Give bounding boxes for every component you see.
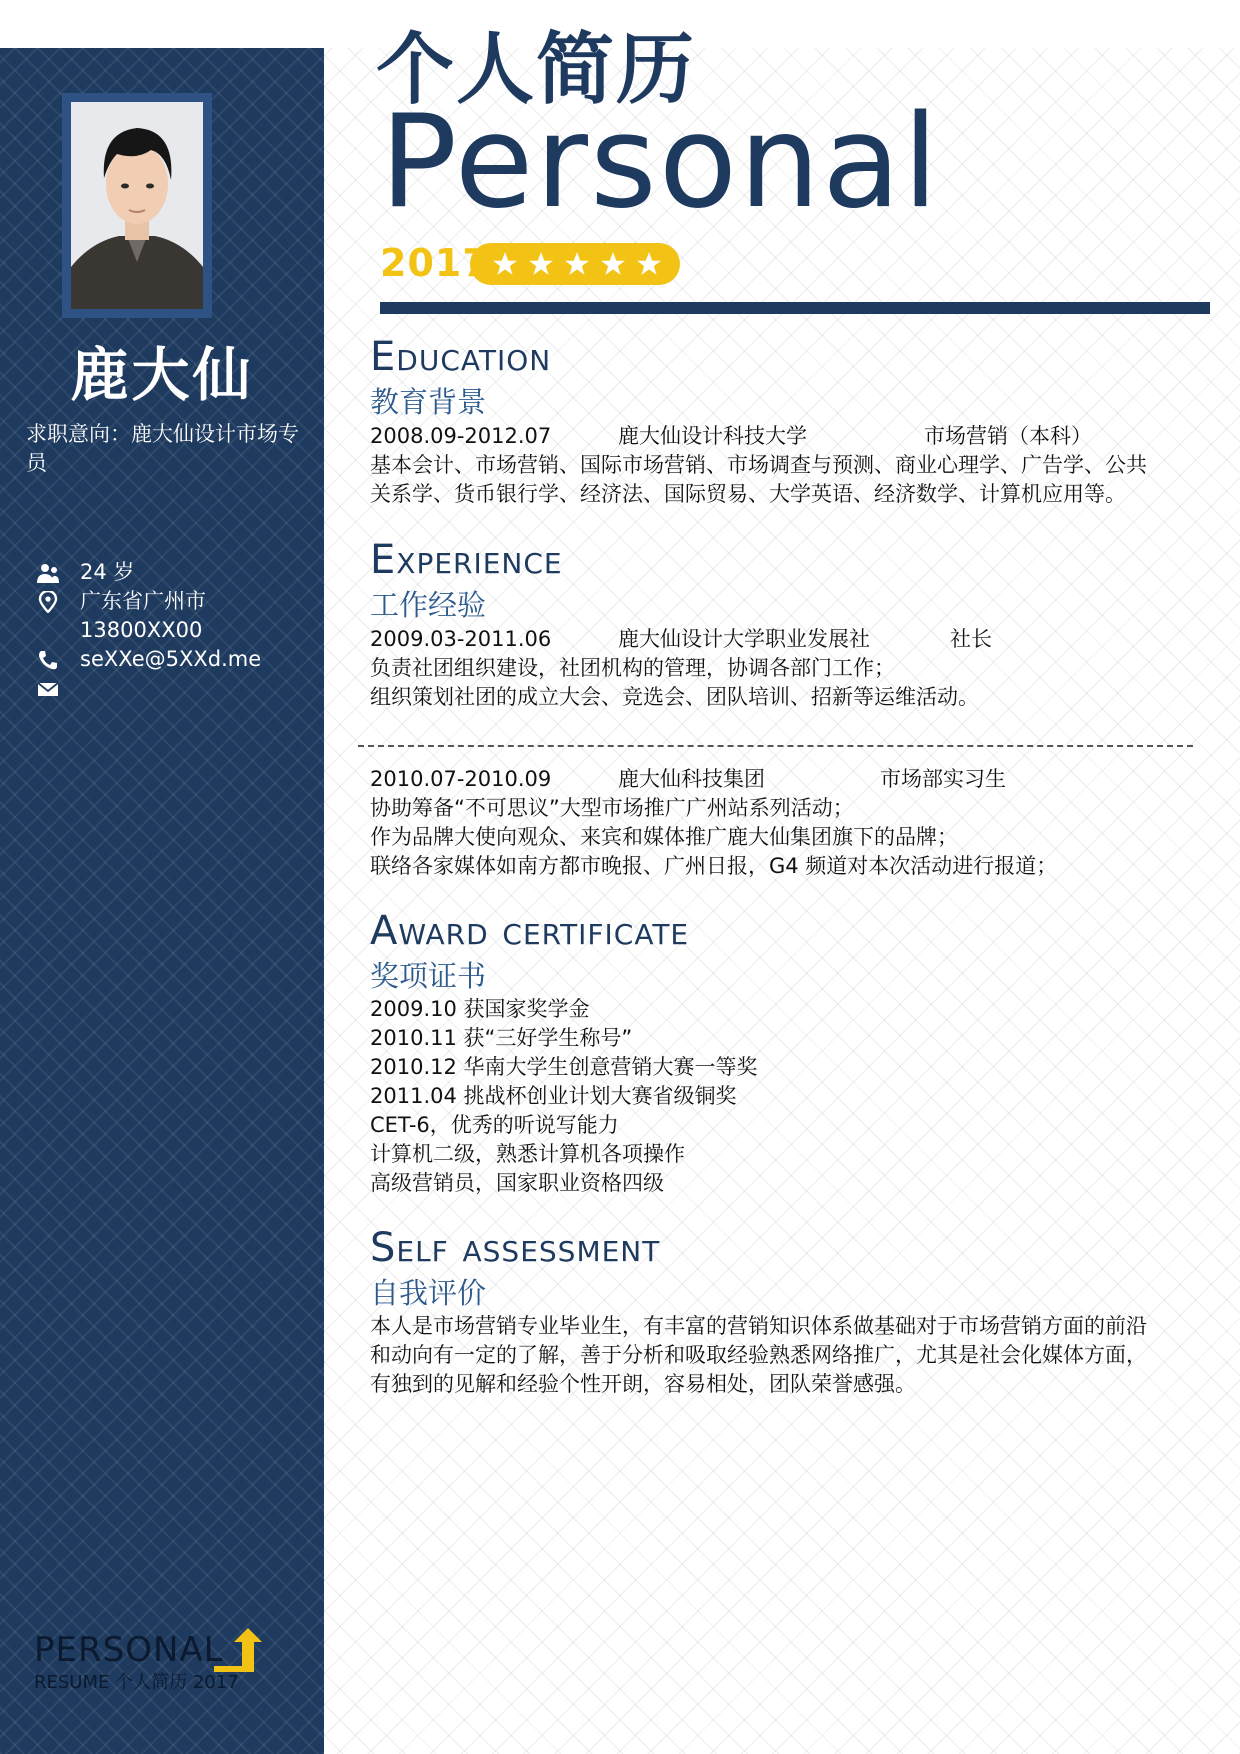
award-item: CET-6，优秀的听说写能力 bbox=[370, 1113, 619, 1137]
contact-age bbox=[36, 558, 306, 587]
awards-subtitle: 奖项证书 bbox=[370, 959, 487, 993]
profile-photo bbox=[71, 102, 203, 309]
experience-subtitle: 工作经验 bbox=[370, 588, 487, 622]
experience-line: 作为品牌大使向观众、来宾和媒体推广鹿大仙集团旗下的品牌； bbox=[370, 825, 958, 849]
entry-divider bbox=[358, 745, 1193, 747]
job-objective: 求职意向：鹿大仙设计市场专员 bbox=[26, 422, 299, 475]
footer-title: PERSONAL bbox=[34, 1630, 224, 1670]
education-title-text: Education bbox=[370, 334, 552, 380]
education-major: 市场营销（本科） bbox=[924, 424, 1092, 448]
awards-title bbox=[370, 908, 689, 954]
self-assessment-line: 和动向有一定的了解，善于分析和吸取经验熟悉网络推广，尤其是社会化媒体方面， bbox=[370, 1343, 1147, 1367]
self-assessment-subtitle: 自我评价 bbox=[370, 1276, 487, 1310]
star-icon bbox=[564, 251, 590, 277]
experience-entry-1-meta bbox=[370, 625, 1190, 654]
awards-title-text: Award certificate bbox=[370, 908, 690, 954]
award-item: 2011.04 挑战杯创业计划大赛省级铜奖 bbox=[370, 1084, 737, 1108]
star-icon bbox=[636, 251, 662, 277]
experience-title-text: Experience bbox=[370, 537, 563, 583]
experience-title bbox=[370, 537, 563, 583]
award-item: 2010.11 获“三好学生称号” bbox=[370, 1026, 633, 1050]
star-icon bbox=[528, 251, 554, 277]
rating-stars bbox=[470, 243, 680, 285]
contact-email bbox=[36, 645, 306, 674]
education-school: 鹿大仙设计科技大学 bbox=[618, 424, 807, 448]
person-icon bbox=[36, 562, 60, 584]
experience-line: 负责社团组织建设，社团机构的管理，协调各部门工作； bbox=[370, 656, 895, 680]
self-assessment-title-text: Self assessment bbox=[370, 1225, 661, 1271]
contact-age-text: 24 岁 bbox=[80, 560, 135, 584]
year-text: 2017 bbox=[380, 241, 490, 285]
education-line: 关系学、货币银行学、经济法、国际贸易、大学英语、经济数学、计算机应用等。 bbox=[370, 482, 1126, 506]
contact-email-text[interactable]: seXXe@5XXd.me bbox=[80, 647, 262, 671]
phone-icon bbox=[36, 649, 60, 671]
year-badge bbox=[380, 240, 680, 286]
header-divider bbox=[380, 302, 1210, 314]
contact-phone bbox=[36, 616, 306, 645]
contact-phone-text: 13800XX00 bbox=[80, 618, 203, 642]
candidate-name: 鹿大仙 bbox=[70, 341, 254, 409]
experience-line: 协助筹备“不可思议”大型市场推广广州站系列活动； bbox=[370, 796, 854, 820]
award-item: 计算机二级，熟悉计算机各项操作 bbox=[370, 1142, 685, 1166]
location-pin-icon bbox=[36, 591, 60, 613]
star-icon bbox=[492, 251, 518, 277]
education-title bbox=[370, 334, 551, 380]
education-subtitle: 教育背景 bbox=[370, 385, 487, 419]
experience-line: 联络各家媒体如南方都市晚报、广州日报，G4 频道对本次活动进行报道； bbox=[370, 854, 1058, 878]
self-assessment-line: 有独到的见解和经验个性开朗，容易相处，团队荣誉感强。 bbox=[370, 1372, 916, 1396]
experience-period: 2010.07-2010.09 bbox=[370, 767, 552, 791]
header-title-cn: 个人简历 bbox=[376, 25, 697, 115]
contact-mail bbox=[36, 674, 306, 703]
contact-location bbox=[36, 587, 306, 616]
education-period: 2008.09-2012.07 bbox=[370, 424, 552, 448]
experience-org: 鹿大仙设计大学职业发展社 bbox=[618, 627, 870, 651]
award-item: 2010.12 华南大学生创意营销大赛一等奖 bbox=[370, 1055, 758, 1079]
self-assessment-title bbox=[370, 1225, 660, 1271]
contact-location-text: 广东省广州市 bbox=[80, 589, 206, 613]
experience-org: 鹿大仙科技集团 bbox=[618, 767, 765, 791]
education-line: 基本会计、市场营销、国际市场营销、市场调查与预测、商业心理学、广告学、公共 bbox=[370, 453, 1147, 477]
experience-line: 组织策划社团的成立大会、竞选会、团队培训、招新等运维活动。 bbox=[370, 685, 979, 709]
arrow-up-icon bbox=[212, 1626, 262, 1672]
award-item: 高级营销员，国家职业资格四级 bbox=[370, 1171, 664, 1195]
award-item: 2009.10 获国家奖学金 bbox=[370, 997, 590, 1021]
experience-entry-2-meta bbox=[370, 765, 1190, 794]
mail-icon bbox=[36, 678, 60, 700]
profile-photo-frame bbox=[62, 93, 212, 318]
sidebar bbox=[0, 48, 324, 1754]
experience-role: 市场部实习生 bbox=[880, 767, 1006, 791]
sidebar-footer bbox=[34, 1630, 294, 1694]
footer-subtitle: RESUME 个人简历 2017 bbox=[34, 1672, 239, 1693]
star-icon bbox=[600, 251, 626, 277]
experience-period: 2009.03-2011.06 bbox=[370, 627, 552, 651]
contact-list bbox=[36, 558, 306, 703]
experience-role: 社长 bbox=[950, 627, 992, 651]
education-meta bbox=[370, 422, 1190, 451]
header-title-en: Personal bbox=[380, 88, 941, 237]
self-assessment-line: 本人是市场营销专业毕业生，有丰富的营销知识体系做基础对于市场营销方面的前沿 bbox=[370, 1314, 1147, 1338]
